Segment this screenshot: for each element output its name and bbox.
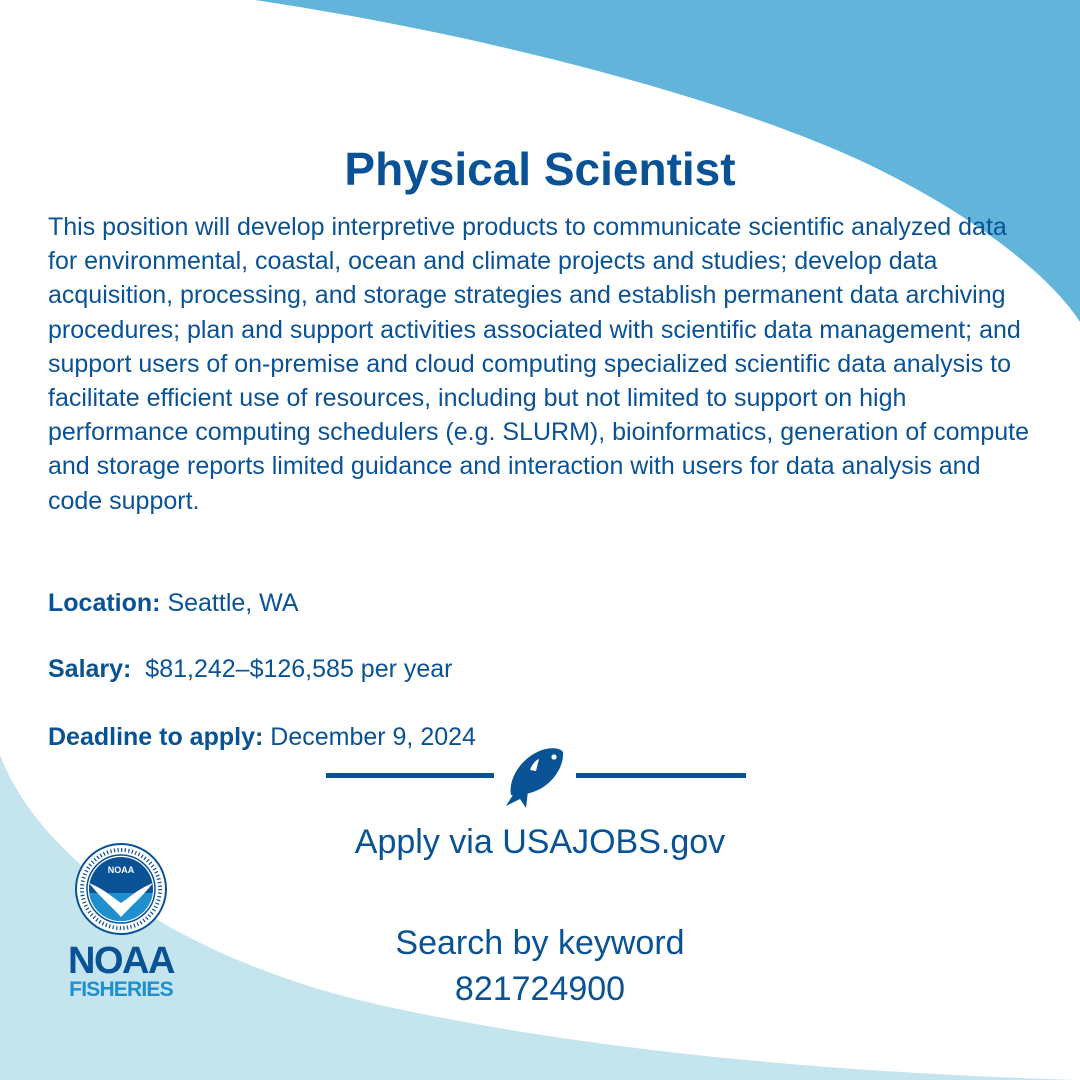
location-field (48, 589, 299, 618)
apply-link-text: Apply via USAJOBS.gov (354, 823, 726, 861)
fish-icon (506, 748, 563, 808)
fisheries-wordmark: FISHERIES (69, 978, 173, 1001)
search-keyword-block (300, 920, 780, 1012)
divider-line-left (326, 773, 494, 778)
deadline-label: Deadline to apply: (48, 723, 264, 751)
job-title: Physical Scientist (344, 143, 736, 195)
noaa-wordmark: NOAA (68, 940, 174, 982)
salary-field (48, 655, 453, 684)
deadline-value: December 9, 2024 (270, 723, 476, 751)
location-label: Location: (48, 589, 161, 617)
noaa-emblem-text: NOAA (107, 865, 135, 875)
search-keyword: 821724900 (454, 970, 626, 1008)
salary-label: Salary: (48, 655, 132, 683)
noaa-seal (76, 844, 166, 934)
salary-value: $81,242–$126,585 per year (145, 655, 453, 683)
divider-line-right (576, 773, 746, 778)
fish-divider (320, 740, 750, 810)
job-description: This position will develop interpretive products to communicate scientific analyzed data for environmental, coastal, ocean and climate projects and studies; develop data acquisition, processing, and storage strategies and establish permanent data archiving procedures; plan and support activities associated with scientific data management; and support users of on-premise and cloud computing specialized scientific data analysis to facilitate efficient use of resources, including but not limited to support on high performance computing schedulers (e.g. SLURM), bioinformatics, generation of compute and storage reports limited guidance and interaction with users for data analysis and code support. (48, 213, 1030, 515)
location-value: Seattle, WA (167, 589, 299, 617)
search-label: Search by keyword (395, 924, 685, 962)
noaa-fisheries-logo (62, 843, 180, 1003)
